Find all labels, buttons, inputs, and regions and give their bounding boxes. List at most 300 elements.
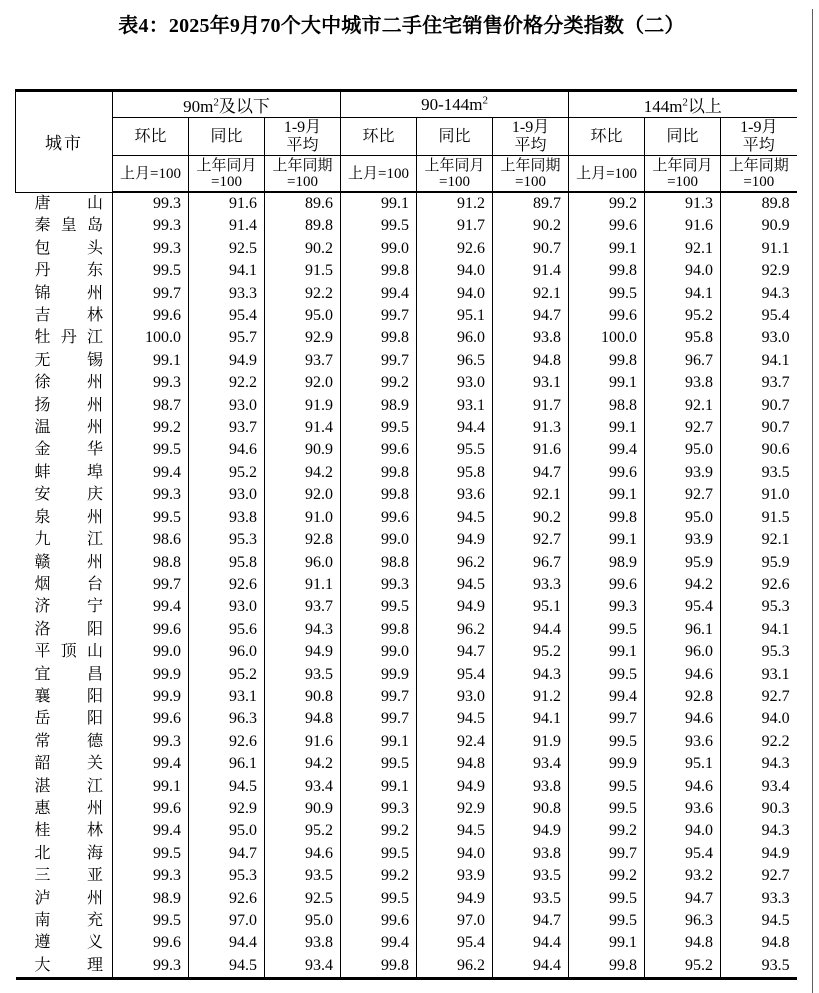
value-cell: 94.8 xyxy=(265,708,341,730)
group-header-row xyxy=(16,91,797,118)
col-group-90-below: $90m^2$及以下 xyxy=(113,91,341,118)
value-cell: 93.9 xyxy=(417,865,493,887)
value-cell: 94.9 xyxy=(417,529,493,551)
value-cell: 95.2 xyxy=(645,955,721,979)
value-cell: 93.2 xyxy=(645,865,721,887)
value-cell: 94.5 xyxy=(189,955,265,979)
city-name: 赣 州 xyxy=(34,553,103,571)
city-cell xyxy=(16,238,113,260)
value-cell: 99.8 xyxy=(569,507,645,529)
value-cell: 99.3 xyxy=(569,596,645,618)
base-header-row xyxy=(16,156,797,193)
value-cell: 95.4 xyxy=(417,932,493,954)
value-cell: 96.1 xyxy=(645,619,721,641)
city-name: 三 亚 xyxy=(34,867,103,885)
table-row xyxy=(16,574,797,596)
city-cell xyxy=(16,664,113,686)
city-name: 湛 江 xyxy=(34,777,103,795)
value-cell: 99.5 xyxy=(113,260,189,282)
table-row xyxy=(16,238,797,260)
value-cell: 91.9 xyxy=(493,731,569,753)
city-name: 济 宁 xyxy=(34,598,103,616)
city-cell xyxy=(16,888,113,910)
value-cell: 99.6 xyxy=(113,708,189,730)
value-cell: 99.6 xyxy=(113,305,189,327)
value-cell: 93.3 xyxy=(189,283,265,305)
value-cell: 92.6 xyxy=(189,731,265,753)
value-cell: 94.5 xyxy=(417,820,493,842)
value-cell: 99.7 xyxy=(569,708,645,730)
table-row xyxy=(16,417,797,439)
value-cell: 95.2 xyxy=(189,462,265,484)
value-cell: 92.6 xyxy=(721,574,797,596)
value-cell: 92.1 xyxy=(493,283,569,305)
value-cell: 99.4 xyxy=(113,596,189,618)
value-cell: 99.2 xyxy=(569,192,645,215)
city-cell xyxy=(16,910,113,932)
value-cell: 91.7 xyxy=(493,395,569,417)
value-cell: 93.9 xyxy=(645,462,721,484)
value-cell: 91.9 xyxy=(265,395,341,417)
value-cell: 99.5 xyxy=(341,596,417,618)
value-cell: 95.4 xyxy=(645,843,721,865)
value-cell: 94.0 xyxy=(645,820,721,842)
city-cell xyxy=(16,529,113,551)
value-cell: 99.5 xyxy=(341,215,417,237)
table-row xyxy=(16,776,797,798)
value-cell: 91.0 xyxy=(265,507,341,529)
value-cell: 99.3 xyxy=(113,484,189,506)
value-cell: 94.3 xyxy=(721,283,797,305)
city-cell xyxy=(16,865,113,887)
city-name: 蚌 埠 xyxy=(34,463,103,481)
value-cell: 96.3 xyxy=(189,708,265,730)
value-cell: 95.8 xyxy=(189,552,265,574)
value-cell: 93.1 xyxy=(189,686,265,708)
value-cell: 92.9 xyxy=(189,798,265,820)
value-cell: 99.3 xyxy=(113,192,189,215)
value-cell: 94.3 xyxy=(493,664,569,686)
value-cell: 99.2 xyxy=(341,865,417,887)
value-cell: 93.6 xyxy=(645,798,721,820)
value-cell: 99.6 xyxy=(341,439,417,461)
value-cell: 93.8 xyxy=(645,372,721,394)
value-cell: 97.0 xyxy=(417,910,493,932)
value-cell: 99.5 xyxy=(569,283,645,305)
value-cell: 99.5 xyxy=(341,888,417,910)
value-cell: 99.1 xyxy=(569,529,645,551)
value-cell: 92.6 xyxy=(189,574,265,596)
value-cell: 92.5 xyxy=(265,888,341,910)
value-cell: 94.1 xyxy=(493,708,569,730)
value-cell: 98.7 xyxy=(113,395,189,417)
value-cell: 94.0 xyxy=(645,260,721,282)
value-cell: 95.8 xyxy=(645,327,721,349)
table-row xyxy=(16,215,797,237)
value-cell: 99.1 xyxy=(569,417,645,439)
value-cell: 93.0 xyxy=(417,372,493,394)
value-cell: 99.3 xyxy=(113,215,189,237)
value-cell: 99.9 xyxy=(113,686,189,708)
value-cell: 99.1 xyxy=(569,372,645,394)
value-cell: 98.9 xyxy=(569,552,645,574)
value-cell: 99.5 xyxy=(113,910,189,932)
value-cell: 94.3 xyxy=(721,820,797,842)
value-cell: 99.0 xyxy=(341,641,417,663)
value-cell: 92.8 xyxy=(265,529,341,551)
value-cell: 93.4 xyxy=(265,955,341,979)
value-cell: 99.5 xyxy=(569,664,645,686)
city-name: 金 华 xyxy=(34,441,103,459)
base-avg-2: 上年同期 =100 xyxy=(493,156,569,193)
city-name: 桂 林 xyxy=(34,822,103,840)
value-cell: 94.3 xyxy=(265,619,341,641)
value-cell: 91.3 xyxy=(493,417,569,439)
value-cell: 92.0 xyxy=(265,484,341,506)
value-cell: 95.4 xyxy=(645,596,721,618)
value-cell: 96.5 xyxy=(417,350,493,372)
value-cell: 91.1 xyxy=(265,574,341,596)
table-row xyxy=(16,462,797,484)
base-mom-3: 上月=100 xyxy=(569,156,645,193)
base-mom-2: 上月=100 xyxy=(341,156,417,193)
city-cell xyxy=(16,731,113,753)
value-cell: 99.8 xyxy=(341,327,417,349)
base-avg-3: 上年同期 =100 xyxy=(721,156,797,193)
value-cell: 95.2 xyxy=(645,305,721,327)
value-cell: 90.9 xyxy=(721,215,797,237)
value-cell: 99.5 xyxy=(113,843,189,865)
city-cell xyxy=(16,776,113,798)
value-cell: 99.1 xyxy=(569,238,645,260)
city-name: 襄 阳 xyxy=(34,687,103,705)
value-cell: 94.5 xyxy=(417,507,493,529)
city-name: 丹 东 xyxy=(34,262,103,280)
value-cell: 94.4 xyxy=(493,932,569,954)
value-cell: 91.6 xyxy=(189,192,265,215)
value-cell: 99.8 xyxy=(341,462,417,484)
value-cell: 96.7 xyxy=(645,350,721,372)
value-cell: 92.2 xyxy=(721,731,797,753)
table-row xyxy=(16,350,797,372)
value-cell: 94.2 xyxy=(265,462,341,484)
city-name: 锦 州 xyxy=(34,284,103,302)
value-cell: 99.7 xyxy=(341,708,417,730)
value-cell: 91.6 xyxy=(645,215,721,237)
table-row xyxy=(16,372,797,394)
value-cell: 99.4 xyxy=(113,753,189,775)
city-name: 温 州 xyxy=(34,419,103,437)
value-cell: 95.5 xyxy=(417,439,493,461)
value-cell: 90.7 xyxy=(721,395,797,417)
value-cell: 94.6 xyxy=(645,776,721,798)
value-cell: 94.3 xyxy=(721,753,797,775)
value-cell: 98.8 xyxy=(113,552,189,574)
value-cell: 91.0 xyxy=(721,484,797,506)
value-cell: 94.9 xyxy=(417,776,493,798)
value-cell: 94.1 xyxy=(721,350,797,372)
city-cell xyxy=(16,417,113,439)
value-cell: 94.4 xyxy=(417,417,493,439)
city-name: 惠 州 xyxy=(34,799,103,817)
value-cell: 99.5 xyxy=(569,888,645,910)
value-cell: 99.8 xyxy=(569,260,645,282)
value-cell: 99.6 xyxy=(113,932,189,954)
page-right-border xyxy=(812,9,813,993)
city-cell xyxy=(16,820,113,842)
superscript-2: 2 xyxy=(682,96,688,109)
value-cell: 99.8 xyxy=(341,955,417,979)
value-cell: 99.5 xyxy=(113,439,189,461)
city-name: 徐 州 xyxy=(34,374,103,392)
value-cell: 95.8 xyxy=(417,462,493,484)
value-cell: 94.9 xyxy=(721,843,797,865)
value-cell: 94.1 xyxy=(189,260,265,282)
city-name: 包 头 xyxy=(34,239,103,257)
value-cell: 96.0 xyxy=(189,641,265,663)
value-cell: 95.1 xyxy=(493,596,569,618)
city-name: 烟 台 xyxy=(34,575,103,593)
value-cell: 99.3 xyxy=(341,574,417,596)
value-cell: 94.4 xyxy=(493,955,569,979)
subheader-mom-1: 环比 xyxy=(113,118,189,156)
value-cell: 91.4 xyxy=(265,417,341,439)
value-cell: 93.0 xyxy=(721,327,797,349)
city-name: 安 庆 xyxy=(34,486,103,504)
value-cell: 99.1 xyxy=(569,484,645,506)
value-cell: 93.5 xyxy=(721,955,797,979)
value-cell: 99.6 xyxy=(113,798,189,820)
value-cell: 94.9 xyxy=(493,820,569,842)
value-cell: 92.2 xyxy=(189,372,265,394)
value-cell: 99.9 xyxy=(341,664,417,686)
city-cell xyxy=(16,260,113,282)
subheader-yoy-3: 同比 xyxy=(645,118,721,156)
value-cell: 96.0 xyxy=(645,641,721,663)
value-cell: 93.8 xyxy=(189,507,265,529)
value-cell: 94.0 xyxy=(417,283,493,305)
value-cell: 99.8 xyxy=(569,350,645,372)
value-cell: 89.6 xyxy=(265,192,341,215)
value-cell: 93.5 xyxy=(721,462,797,484)
value-cell: 94.0 xyxy=(417,260,493,282)
value-cell: 98.8 xyxy=(569,395,645,417)
value-cell: 96.2 xyxy=(417,552,493,574)
table-row xyxy=(16,529,797,551)
value-cell: 93.8 xyxy=(493,843,569,865)
table-row xyxy=(16,484,797,506)
table-row xyxy=(16,731,797,753)
subheader-mom-2: 环比 xyxy=(341,118,417,156)
value-cell: 91.5 xyxy=(265,260,341,282)
table-row xyxy=(16,305,797,327)
value-cell: 99.1 xyxy=(113,350,189,372)
value-cell: 99.2 xyxy=(341,820,417,842)
value-cell: 90.6 xyxy=(721,439,797,461)
city-name: 南 充 xyxy=(34,912,103,929)
value-cell: 90.8 xyxy=(493,798,569,820)
value-cell: 92.6 xyxy=(189,888,265,910)
value-cell: 96.7 xyxy=(493,552,569,574)
value-cell: 93.7 xyxy=(265,350,341,372)
base-yoy-2: 上年同月 =100 xyxy=(417,156,493,193)
value-cell: 91.3 xyxy=(645,192,721,215)
value-cell: 92.1 xyxy=(721,529,797,551)
value-cell: 93.4 xyxy=(493,753,569,775)
value-cell: 99.0 xyxy=(341,529,417,551)
value-cell: 91.7 xyxy=(417,215,493,237)
value-cell: 95.3 xyxy=(721,596,797,618)
value-cell: 91.2 xyxy=(493,686,569,708)
city-cell xyxy=(16,574,113,596)
city-cell xyxy=(16,484,113,506)
city-cell xyxy=(16,708,113,730)
value-cell: 99.5 xyxy=(569,798,645,820)
value-cell: 100.0 xyxy=(569,327,645,349)
value-cell: 93.8 xyxy=(265,932,341,954)
value-cell: 95.2 xyxy=(493,641,569,663)
table-row xyxy=(16,439,797,461)
table-row xyxy=(16,686,797,708)
value-cell: 99.4 xyxy=(113,462,189,484)
value-cell: 93.1 xyxy=(417,395,493,417)
base-avg-1: 上年同期 =100 xyxy=(265,156,341,193)
value-cell: 94.1 xyxy=(721,619,797,641)
city-name: 无 锡 xyxy=(34,351,103,369)
value-cell: 90.2 xyxy=(493,215,569,237)
city-cell xyxy=(16,641,113,663)
value-cell: 93.0 xyxy=(189,596,265,618)
value-cell: 99.6 xyxy=(341,507,417,529)
value-cell: 93.5 xyxy=(265,865,341,887)
subheader-mom-3: 环比 xyxy=(569,118,645,156)
value-cell: 99.1 xyxy=(341,192,417,215)
value-cell: 92.8 xyxy=(645,686,721,708)
value-cell: 99.3 xyxy=(113,865,189,887)
table-row xyxy=(16,327,797,349)
city-name: 韶 关 xyxy=(34,755,103,773)
value-cell: 93.4 xyxy=(265,776,341,798)
city-cell xyxy=(16,596,113,618)
city-cell xyxy=(16,798,113,820)
value-cell: 95.2 xyxy=(265,820,341,842)
subheader-yoy-2: 同比 xyxy=(417,118,493,156)
city-name: 平 顶 山 xyxy=(34,643,103,661)
value-cell: 94.5 xyxy=(417,708,493,730)
city-name: 北 海 xyxy=(34,844,103,862)
city-cell xyxy=(16,507,113,529)
subheader-avg-1: 1-9月 平均 xyxy=(265,118,341,156)
city-name: 九 江 xyxy=(34,531,103,549)
table-row xyxy=(16,395,797,417)
base-yoy-1: 上年同月 =100 xyxy=(189,156,265,193)
table-body xyxy=(16,192,797,979)
city-cell xyxy=(16,932,113,954)
value-cell: 94.8 xyxy=(493,350,569,372)
value-cell: 94.0 xyxy=(417,843,493,865)
value-cell: 99.6 xyxy=(113,619,189,641)
value-cell: 90.8 xyxy=(265,686,341,708)
col-group-144-above: $144m^2$以上 xyxy=(569,91,797,118)
value-cell: 95.4 xyxy=(189,305,265,327)
city-cell xyxy=(16,753,113,775)
city-cell xyxy=(16,327,113,349)
subheader-avg-3: 1-9月 平均 xyxy=(721,118,797,156)
table-row xyxy=(16,260,797,282)
value-cell: 96.2 xyxy=(417,955,493,979)
value-cell: 99.1 xyxy=(341,731,417,753)
value-cell: 93.5 xyxy=(493,865,569,887)
subheader-avg-2: 1-9月 平均 xyxy=(493,118,569,156)
value-cell: 94.6 xyxy=(265,843,341,865)
city-name: 常 德 xyxy=(34,732,103,750)
value-cell: 92.7 xyxy=(721,686,797,708)
city-name: 大 理 xyxy=(34,956,103,974)
value-cell: 95.1 xyxy=(417,305,493,327)
value-cell: 93.8 xyxy=(493,776,569,798)
value-cell: 90.3 xyxy=(721,798,797,820)
value-cell: 99.1 xyxy=(113,776,189,798)
value-cell: 92.4 xyxy=(417,731,493,753)
value-cell: 99.5 xyxy=(341,417,417,439)
value-cell: 99.4 xyxy=(569,686,645,708)
value-cell: 94.9 xyxy=(417,888,493,910)
value-cell: 96.0 xyxy=(265,552,341,574)
value-cell: 99.8 xyxy=(341,619,417,641)
table-row xyxy=(16,641,797,663)
city-cell xyxy=(16,955,113,979)
value-cell: 94.4 xyxy=(189,932,265,954)
value-cell: 95.9 xyxy=(721,552,797,574)
value-cell: 99.7 xyxy=(341,350,417,372)
value-cell: 91.4 xyxy=(493,260,569,282)
value-cell: 95.4 xyxy=(417,664,493,686)
table-row xyxy=(16,283,797,305)
value-cell: 95.0 xyxy=(189,820,265,842)
value-cell: 95.9 xyxy=(645,552,721,574)
value-cell: 94.0 xyxy=(721,708,797,730)
value-cell: 96.2 xyxy=(417,619,493,641)
value-cell: 94.2 xyxy=(645,574,721,596)
value-cell: 94.7 xyxy=(645,888,721,910)
value-cell: 90.2 xyxy=(265,238,341,260)
city-cell xyxy=(16,350,113,372)
value-cell: 90.7 xyxy=(721,417,797,439)
table-row xyxy=(16,798,797,820)
value-cell: 99.6 xyxy=(569,215,645,237)
value-cell: 99.3 xyxy=(113,372,189,394)
table-row xyxy=(16,955,797,979)
value-cell: 99.4 xyxy=(113,820,189,842)
value-cell: 99.2 xyxy=(569,865,645,887)
city-cell xyxy=(16,439,113,461)
value-cell: 99.0 xyxy=(113,641,189,663)
value-cell: 99.5 xyxy=(569,731,645,753)
table-row xyxy=(16,910,797,932)
value-cell: 93.0 xyxy=(189,395,265,417)
value-cell: 94.1 xyxy=(645,283,721,305)
value-cell: 99.6 xyxy=(341,910,417,932)
value-cell: 99.5 xyxy=(341,753,417,775)
value-cell: 95.1 xyxy=(645,753,721,775)
value-cell: 93.7 xyxy=(721,372,797,394)
city-name: 遵 义 xyxy=(34,934,103,952)
value-cell: 94.9 xyxy=(417,596,493,618)
value-cell: 99.8 xyxy=(341,260,417,282)
value-cell: 99.5 xyxy=(569,910,645,932)
value-cell: 91.5 xyxy=(721,507,797,529)
city-cell xyxy=(16,462,113,484)
